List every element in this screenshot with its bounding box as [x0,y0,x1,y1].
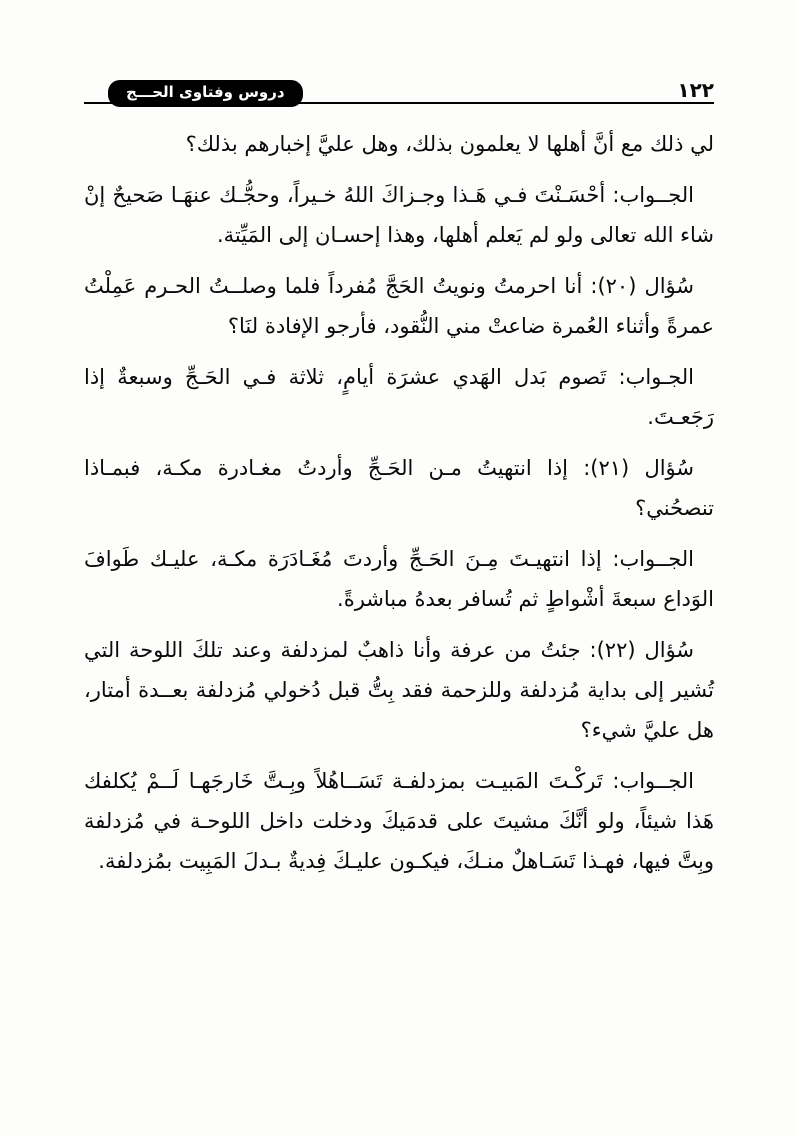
answer-paragraph: الجــواب: تَركْـتَ المَبيـت بمزدلفـة تَسَــاهُلاً وبِـتَّ خَارجَهـا لَــمْ يُكلفك هَذا شيئاً، ولو أنَّكَ مشيتَ على قدمَيكَ ودخلت داخل اللوحـة في مُزدلفة وبِتَّ فيها، فهـذا تَسَـاهلٌ منـكَ، فيكـون عليـكَ فِديةٌ بـدلَ المَبِيت بمُزدلفة. [84,769,714,873]
continuation-paragraph: لي ذلك مع أنَّ أهلها لا يعلمون بذلك، وهل عليَّ إخبارهم بذلك؟ [185,132,714,156]
question-paragraph: سُؤال (٢١): إذا انتهيتُ مـن الحَـجِّ وأردتُ مغـادرة مكـة، فبمـاذا تنصحُني؟ [84,456,714,520]
page-number: ١٢٢ [677,78,714,102]
book-title-badge: دروس وفتاوى الحـــج [108,80,303,107]
answer-paragraph: الجــواب: إذا انتهيـتَ مِـنَ الحَـجِّ وأردتَ مُغَـادَرَة مكـة، عليـك طَوافَ الوَداع سبعةَ أشْواطٍ ثم تُسافر بعدهُ مباشرةً. [84,547,714,611]
page-body [84,124,714,892]
answer-paragraph: الجـواب: تَصوم بَدل الهَدي عشرَة أيامٍ، ثلاثة فـي الحَـجِّ وسبعةٌ إذا رَجَعـتَ. [84,365,714,429]
question-paragraph: سُؤال (٢٠): أنا احرمتُ ونويتُ الحَجَّ مُفرداً فلما وصلــتُ الحـرم عَمِلْتُ عمرةً وأثناء العُمرة ضاعتْ مني النُّقود، فأرجو الإفادة لنَا؟ [84,274,714,338]
page-header [84,78,714,104]
answer-paragraph: الجــواب: أحْسَـنْتَ فـي هَـذا وجـزاكَ اللهُ خـيراً، وحجُّـك عنهَـا صَحيحٌ إنْ شاء الله تعالى ولو لم يَعلم أهلها، وهذا إحسـان إلى المَيِّتة. [84,183,714,247]
question-paragraph: سُؤال (٢٢): جئتُ من عرفة وأنا ذاهبٌ لمزدلفة وعند تلكَ اللوحة التي تُشير إلى بداية مُزدلفة وللزحمة فقد بِتُّ قبل دُخولي مُزدلفة بعــدة أمتار، هل عليَّ شيء؟ [84,638,714,742]
